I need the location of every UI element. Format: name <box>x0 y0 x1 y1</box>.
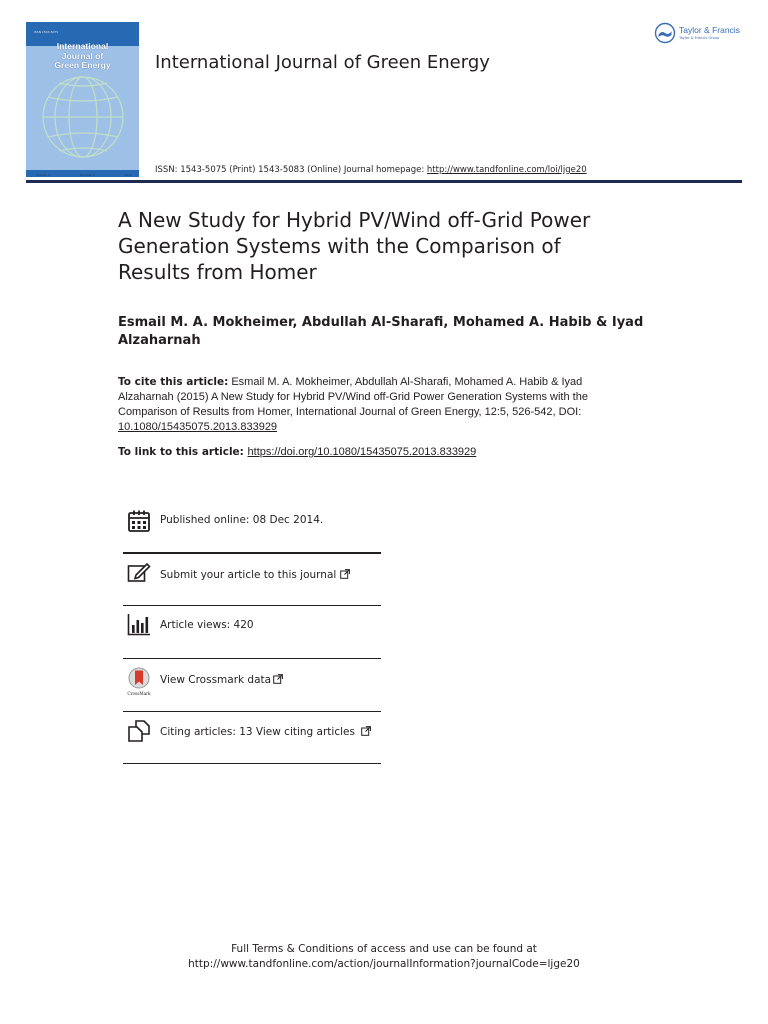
crossmark-icon-label: CrossMark <box>127 691 151 696</box>
citing-articles-label: Citing articles: 13 View citing articles <box>160 726 355 738</box>
cover-title-line: Journal of <box>61 50 104 61</box>
info-divider <box>123 763 381 764</box>
article-authors <box>118 314 678 350</box>
info-divider <box>123 711 381 712</box>
citation-line <box>118 375 648 390</box>
crossmark-icon <box>127 667 151 697</box>
crossmark-row[interactable] <box>123 665 381 697</box>
citing-articles-icon <box>127 720 151 742</box>
views-row <box>123 612 381 642</box>
globe-icon <box>39 71 127 163</box>
crossmark-link[interactable] <box>160 674 283 686</box>
cover-number: Number 9 <box>79 173 95 177</box>
article-views: Article views: 420 <box>160 619 254 631</box>
taylor-francis-icon <box>654 22 676 44</box>
citing-row[interactable] <box>123 718 381 748</box>
journal-name: International Journal of Green Energy <box>155 52 490 73</box>
citation-line <box>118 420 648 435</box>
cover-issn: ISSN 1543-5075 <box>34 30 59 34</box>
issn-line <box>155 165 587 175</box>
cover-title-line: International <box>56 41 109 51</box>
citing-articles-link[interactable] <box>160 726 371 738</box>
article-title-line: Results from Homer <box>118 260 317 284</box>
external-link-icon <box>340 569 350 579</box>
header-divider <box>26 180 742 183</box>
footer-line: Full Terms & Conditions of access and use can be found at <box>231 943 537 955</box>
doi-link[interactable]: 10.1080/15435075.2013.833929 <box>118 421 278 433</box>
info-divider <box>123 552 381 554</box>
cover-year: 2012 <box>124 173 132 177</box>
article-link-line <box>118 445 678 460</box>
link-label: To link to this article: <box>118 446 248 458</box>
cover-title-line: Green Energy <box>54 60 111 70</box>
citation-line: Alzaharnah (2015) A New Study for Hybrid PV/Wind off-Grid Power Generation Systems with the <box>118 391 588 403</box>
article-title-line: A New Study for Hybrid PV/Wind off-Grid Power <box>118 208 591 232</box>
journal-cover <box>26 22 139 177</box>
article-doi-url[interactable]: https://doi.org/10.1080/15435075.2013.833929 <box>247 446 477 458</box>
footer-terms-link[interactable]: http://www.tandfonline.com/action/journalInformation?journalCode=ljge20 <box>188 958 580 970</box>
external-link-icon <box>361 726 371 736</box>
article-title <box>118 207 678 285</box>
authors-line: Esmail M. A. Mokheimer, Abdullah Al-Sharafi, Mohamed A. Habib & Iyad <box>118 315 644 330</box>
info-divider <box>123 658 381 659</box>
submit-article-link[interactable] <box>160 569 350 581</box>
calendar-icon <box>127 509 151 533</box>
issn-text: ISSN: 1543-5075 (Print) 1543-5083 (Online) Journal homepage: <box>155 165 427 175</box>
citation-text: Esmail M. A. Mokheimer, Abdullah Al-Sharafi, Mohamed A. Habib & Iyad <box>228 376 583 388</box>
article-title-line: Generation Systems with the Comparison of <box>118 234 561 258</box>
crossmark-label: View Crossmark data <box>160 674 272 686</box>
footer-terms <box>0 942 768 972</box>
publisher-group: Taylor & Francis Group <box>679 36 720 40</box>
publisher-name: Taylor & Francis <box>679 25 740 35</box>
publisher-logo <box>654 22 750 46</box>
submit-row[interactable] <box>123 562 381 592</box>
bar-chart-icon <box>127 614 151 636</box>
cover-volume: Volume 9 <box>36 173 51 177</box>
citation-block <box>118 375 648 435</box>
citation-line: Comparison of Results from Homer, International Journal of Green Energy, 12:5, 526-542, DOI: <box>118 406 582 418</box>
published-row <box>123 507 381 537</box>
external-link-icon <box>273 674 283 684</box>
submit-article-label: Submit your article to this journal <box>160 569 337 581</box>
cover-volume-info <box>36 173 132 177</box>
edit-icon <box>127 562 151 584</box>
info-divider <box>123 605 381 606</box>
authors-line: Alzaharnah <box>118 333 201 348</box>
journal-homepage-link[interactable]: http://www.tandfonline.com/loi/ljge20 <box>426 165 587 175</box>
published-online: Published online: 08 Dec 2014. <box>160 514 324 526</box>
cover-title <box>26 42 139 71</box>
cite-label: To cite this article: <box>118 376 229 388</box>
